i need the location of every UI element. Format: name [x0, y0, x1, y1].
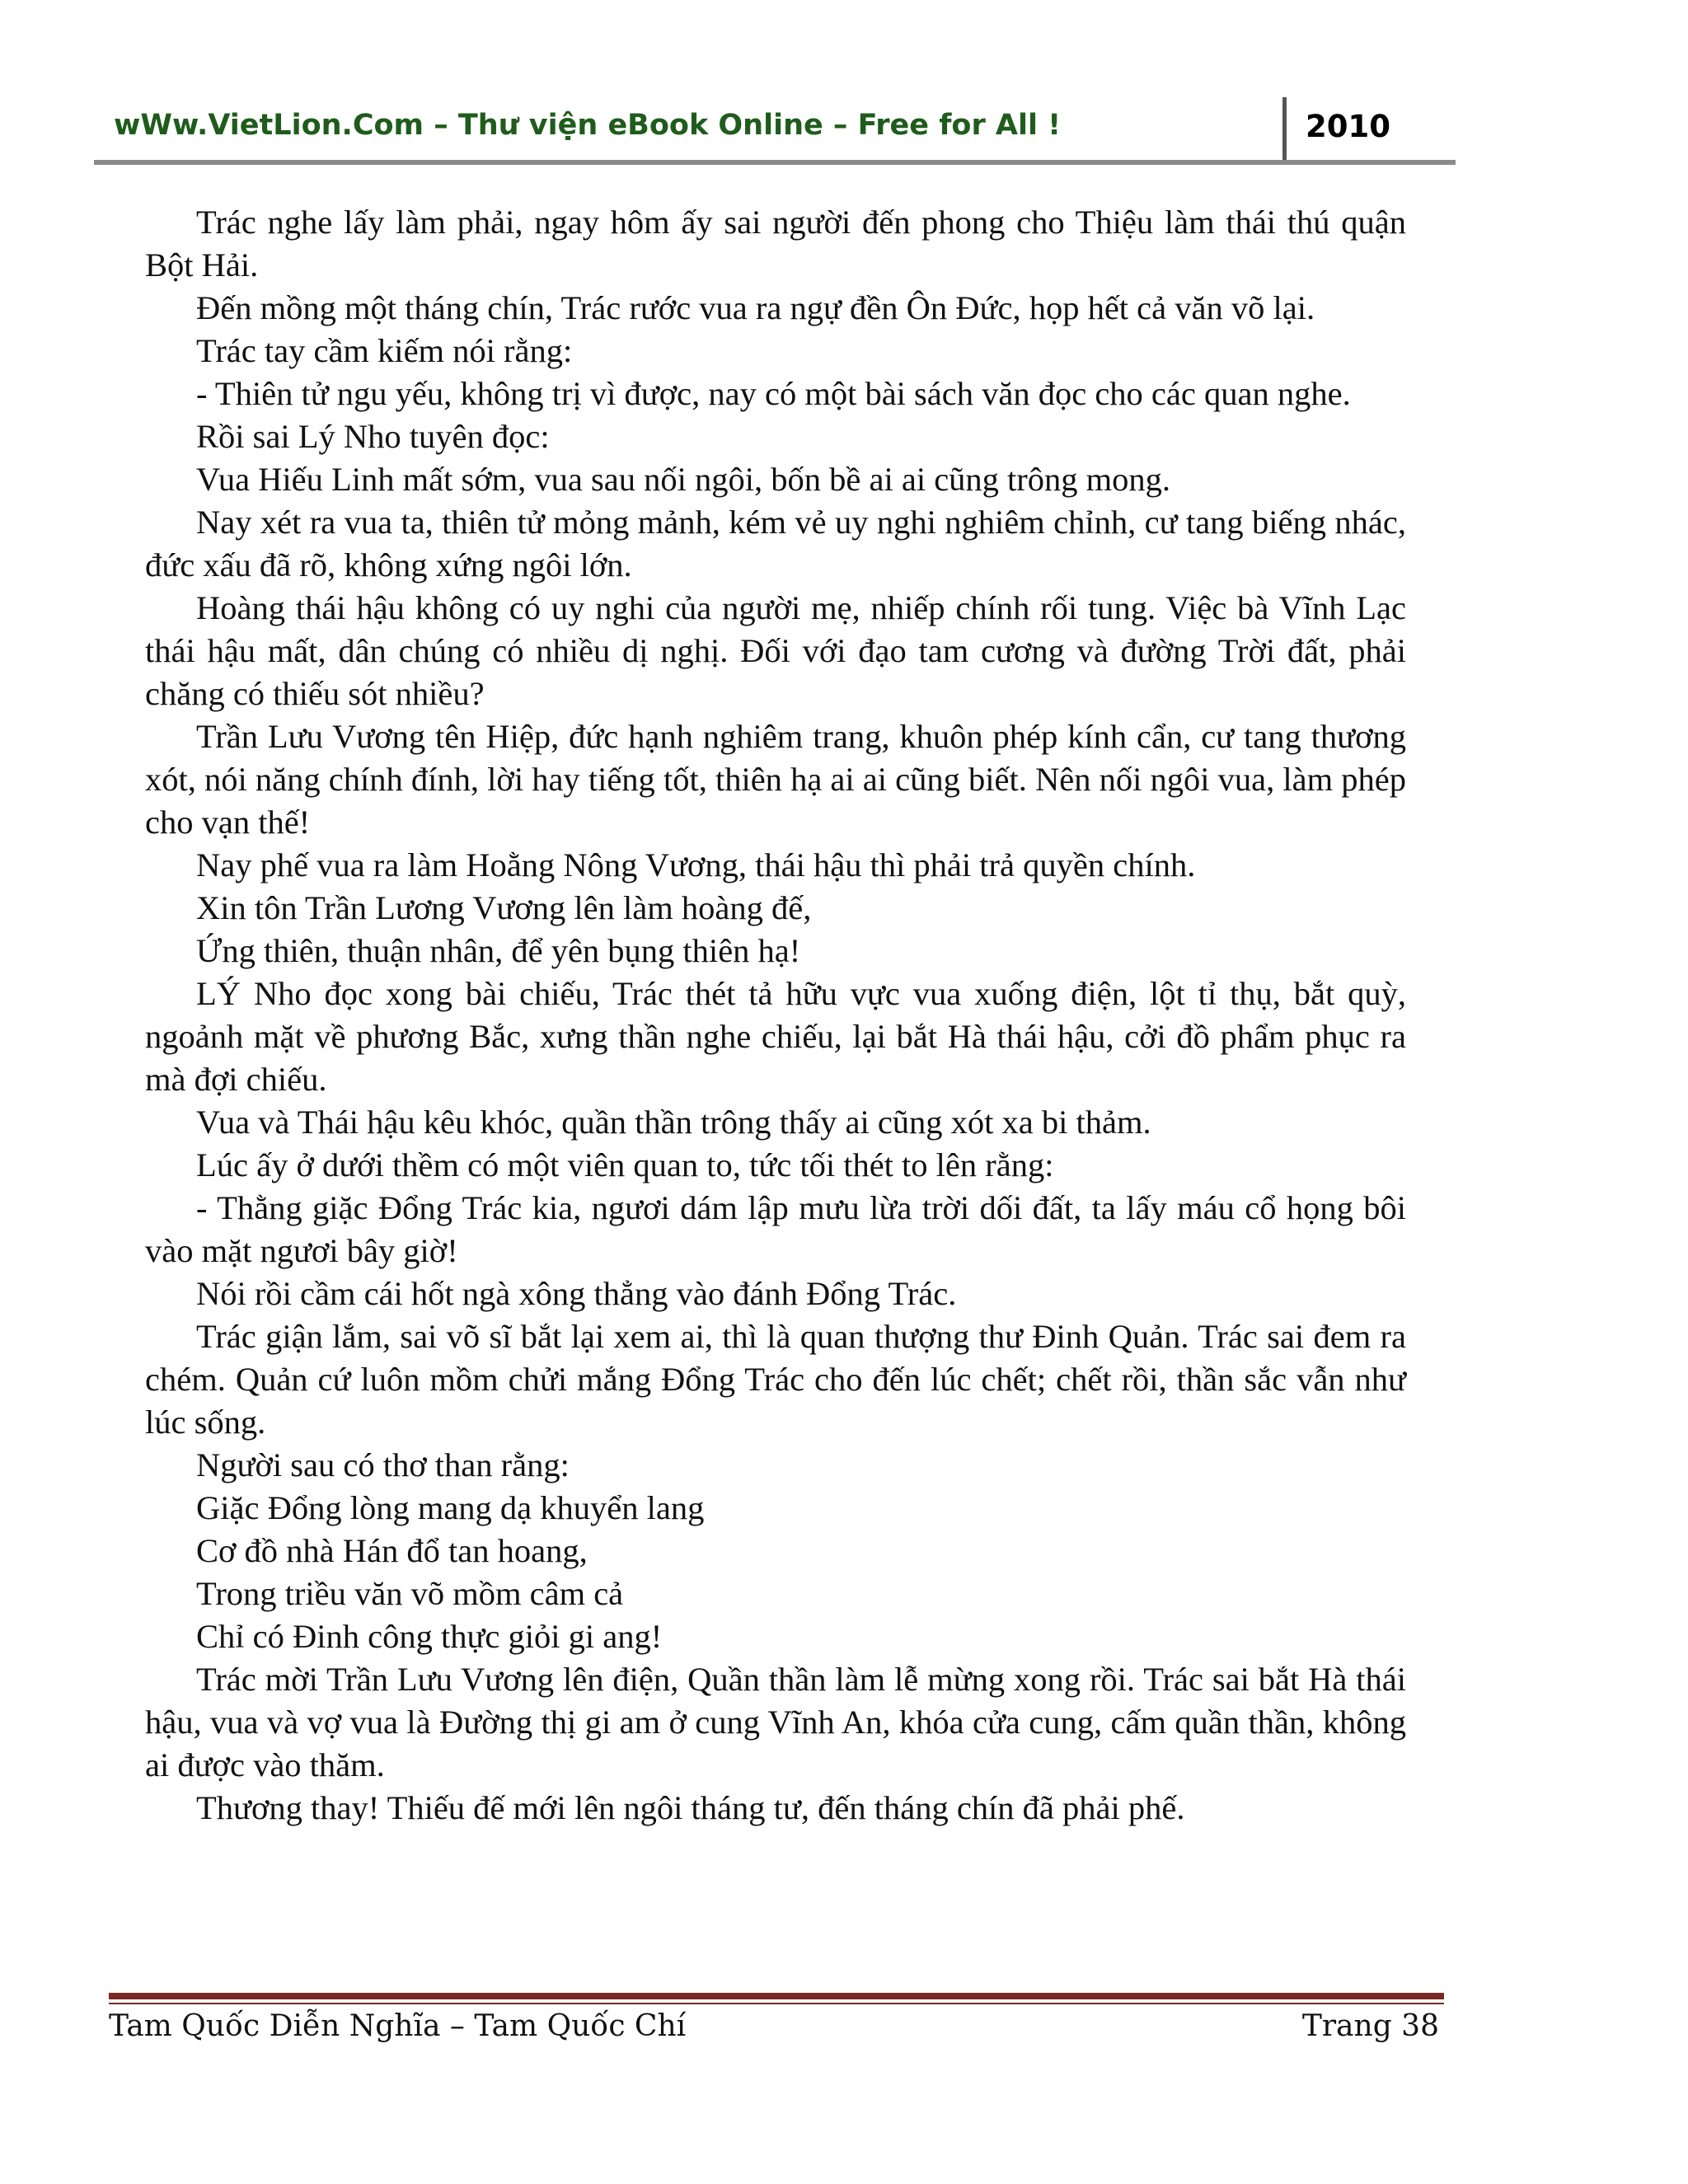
paragraph: Trần Lưu Vương tên Hiệp, đức hạnh nghiêm trang, khuôn phép kính cẩn, cư tang thương xót, nói năng chính đính, lời hay tiếng tốt, thiên hạ ai ai cũng biết. Nên nối ngôi vua, làm phép cho vạn thế!	[145, 718, 1406, 841]
paragraph: Nay phế vua ra làm Hoằng Nông Vương, thái hậu thì phải trả quyền chính.	[196, 846, 1196, 883]
footer-rule-thin	[109, 2003, 1444, 2004]
paragraph: - Thằng giặc Đổng Trác kia, ngươi dám lập mưu lừa trời dối đất, ta lấy máu cổ họng bôi vào mặt ngươi bây giờ!	[145, 1189, 1406, 1269]
paragraph: Trác tay cầm kiếm nói rằng:	[196, 332, 573, 369]
poem-line: Chỉ có Đinh công thực giỏi gi ang!	[196, 1618, 663, 1655]
site-title: wWw.VietLion.Com – Thư viện eBook Online – Free for All !	[114, 109, 1062, 142]
paragraph: Trác giận lắm, sai võ sĩ bắt lại xem ai, thì là quan thượng thư Đinh Quản. Trác sai đem ra chém. Quản cứ luôn mồm chửi mắng Đổng Trác cho đến lúc chết; chết rồi, thần sắc vẫn như lúc sống.	[145, 1318, 1406, 1441]
paragraph: Người sau có thơ than rằng:	[196, 1446, 570, 1483]
footer-page-number: Trang 38	[1301, 2009, 1439, 2043]
paragraph: Nay xét ra vua ta, thiên tử mỏng mảnh, kém vẻ uy nghi nghiêm chỉnh, cư tang biếng nhác, đức xấu đã rõ, không xứng ngôi lớn.	[145, 504, 1406, 583]
paragraph: Rồi sai Lý Nho tuyên đọc:	[196, 418, 550, 455]
paragraph: Hoàng thái hậu không có uy nghi của người mẹ, nhiếp chính rối tung. Việc bà Vĩnh Lạc thái hậu mất, dân chúng có nhiều dị nghị. Đối với đạo tam cương và đường Trời đất, phải chăng có thiếu sót nhiều?	[145, 589, 1406, 712]
paragraph: LÝ Nho đọc xong bài chiếu, Trác thét tả hữu vực vua xuống điện, lột tỉ thụ, bắt quỳ, ngoảnh mặt về phương Bắc, xưng thần nghe chiếu, lại bắt Hà thái hậu, cởi đồ phẩm phục ra mà đợi chiếu.	[145, 975, 1406, 1098]
paragraph: Nói rồi cầm cái hốt ngà xông thẳng vào đánh Đổng Trác.	[196, 1275, 957, 1312]
poem-line: Cơ đồ nhà Hán đổ tan hoang,	[196, 1532, 588, 1569]
header-year: 2010	[1306, 109, 1390, 144]
footer-rule	[109, 1993, 1444, 1999]
paragraph: Ứng thiên, thuận nhân, để yên bụng thiên hạ!	[196, 932, 801, 969]
poem-line: Giặc Đổng lòng mang dạ khuyển lang	[196, 1489, 705, 1526]
paragraph: Xin tôn Trần Lương Vương lên làm hoàng đế,	[196, 889, 812, 926]
paragraph: Vua và Thái hậu kêu khóc, quần thần trông thấy ai cũng xót xa bi thảm.	[196, 1104, 1151, 1141]
page-body	[145, 201, 1406, 1830]
paragraph: Thương thay! Thiếu đế mới lên ngôi tháng tư, đến tháng chín đã phải phế.	[196, 1789, 1185, 1826]
paragraph: Trác mời Trần Lưu Vương lên điện, Quần thần làm lễ mừng xong rồi. Trác sai bắt Hà thái hậu, vua và vợ vua là Đường thị gi am ở cung Vĩnh An, khóa cửa cung, cấm quần thần, không ai được vào thăm.	[145, 1661, 1406, 1783]
paragraph: Vua Hiếu Linh mất sớm, vua sau nối ngôi, bốn bề ai ai cũng trông mong.	[196, 461, 1171, 498]
header-rule	[94, 160, 1456, 165]
paragraph: Lúc ấy ở dưới thềm có một viên quan to, tức tối thét to lên rằng:	[196, 1146, 1054, 1183]
paragraph: Đến mồng một tháng chín, Trác rước vua ra ngự đền Ôn Đức, họp hết cả văn võ lại.	[196, 289, 1315, 326]
header-divider	[1282, 97, 1287, 162]
poem-line: Trong triều văn võ mồm câm cả	[196, 1575, 624, 1612]
paragraph: Trác nghe lấy làm phải, ngay hôm ấy sai người đến phong cho Thiệu làm thái thú quận Bột Hải.	[145, 204, 1406, 284]
page-header	[94, 97, 1456, 165]
paragraph: - Thiên tử ngu yếu, không trị vì được, nay có một bài sách văn đọc cho các quan nghe.	[196, 375, 1351, 412]
footer-book-title: Tam Quốc Diễn Nghĩa – Tam Quốc Chí	[109, 2009, 687, 2043]
